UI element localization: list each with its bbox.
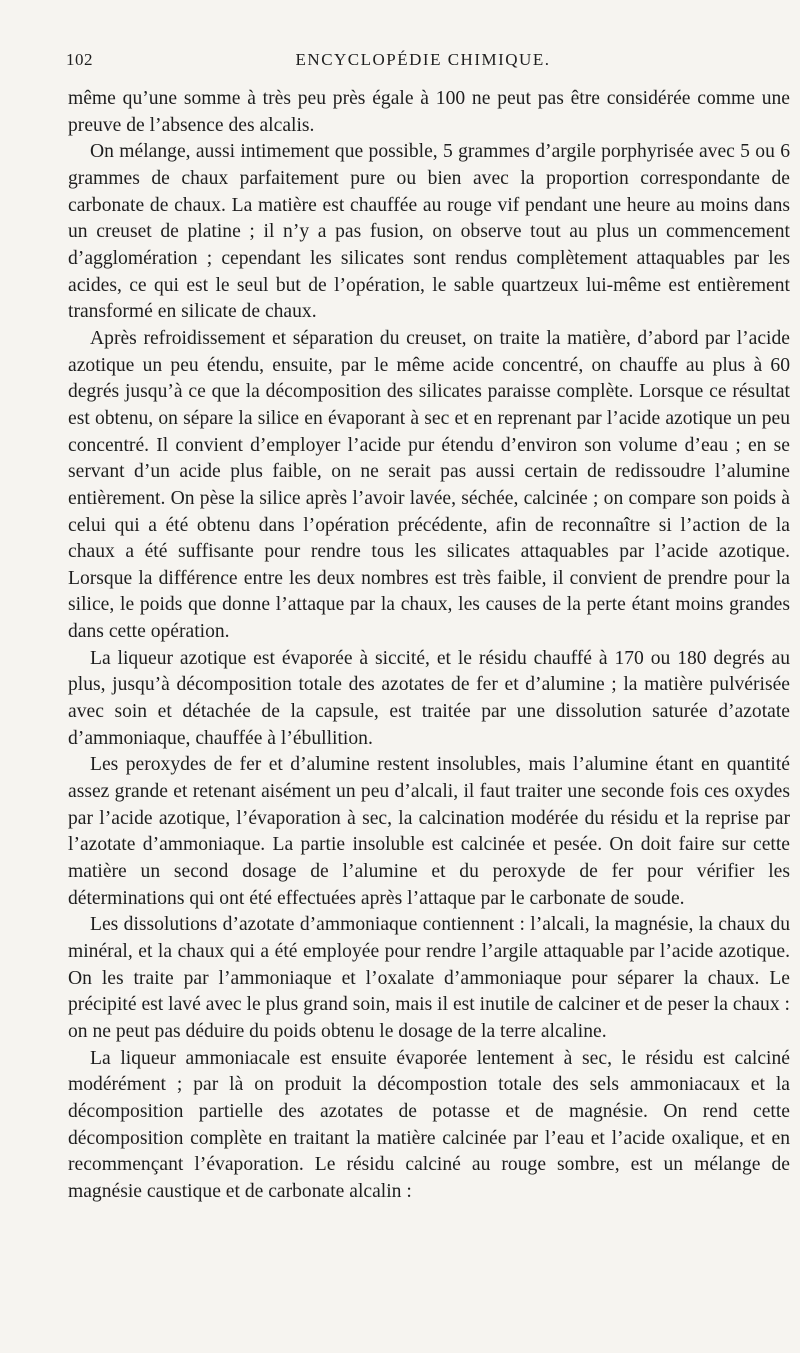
paragraph: On mélange, aussi intimement que possible, 5 grammes d’argile porphyrisée avec 5 ou 6 grammes de chaux parfaitement pure ou bien avec la proportion correspondante de carbonate de chaux. La matière est chauffée au rouge vif pendant une heure au moins dans un creuset de platine ; il n’y a pas fusion, on observe tout au plus un commencement d’agglomération ; cependant les silicates sont rendus complètement attaquables par les acides, ce qui est le seul but de l’opération, le sable quartzeux lui-même est entièrement transformé en silicate de chaux. [68, 141, 790, 323]
paragraph: Les dissolutions d’azotate d’ammoniaque contiennent : l’alcali, la magnésie, la chaux du minéral, et la chaux qui a été employée pour rendre l’argile attaquable par l’acide azotique. On les traite par l’ammoniaque et l’oxalate d’ammoniaque pour séparer la chaux. Le précipité est lavé avec le plus grand soin, mais il est inutile de calciner et de peser la chaux : on ne peut pas déduire du poids obtenu le dosage de la terre alcaline. [68, 914, 790, 1042]
paragraph: Les peroxydes de fer et d’alumine restent insolubles, mais l’alumine étant en quantité assez grande et retenant aisément un peu d’alcali, il faut traiter une seconde fois ces oxydes par l’acide azotique, l’évaporation à sec, la calcination modérée du résidu et la reprise par l’azotate d’ammoniaque. La partie insoluble est calcinée et pesée. On doit faire sur cette matière un second dosage de l’alumine et du peroxyde de fer pour vérifier les déterminations qui ont été effectuées après l’attaque par le carbonate de soude. [68, 754, 790, 909]
running-title: ENCYCLOPÉDIE CHIMIQUE. [295, 50, 551, 69]
paragraph: La liqueur azotique est évaporée à siccité, et le résidu chauffé à 170 ou 180 degrés au plus, jusqu’à décomposition totale des azotates de fer et d’alumine ; la matière pulvérisée avec soin et détachée de la capsule, est traitée par une dissolution saturée d’azotate d’ammoniaque, chauffée à l’ébullition. [68, 647, 790, 749]
paragraph-continuation: même qu’une somme à très peu près égale à 100 ne peut pas être considérée comme une preuve de l’absence des alcalis. [68, 88, 790, 136]
page-header [66, 50, 780, 74]
page-number: 102 [66, 50, 93, 69]
paragraph: La liqueur ammoniacale est ensuite évaporée lentement à sec, le résidu est calciné modérément ; par là on produit la décompostion totale des sels ammoniacaux et la décomposition partielle des azotates de potasse et de magnésie. On rend cette décomposition complète en traitant la matière calcinée par l’eau et l’acide oxalique, et en recommençant l’évaporation. Le résidu calciné au rouge sombre, est un mélange de magnésie caustique et de carbonate alcalin : [68, 1047, 790, 1202]
body-text [68, 86, 790, 1206]
paragraph: Après refroidissement et séparation du creuset, on traite la matière, d’abord par l’acide azotique un peu étendu, ensuite, par le même acide concentré, on chauffe au plus à 60 degrés jusqu’à ce que la décomposition des silicates paraisse complète. Lorsque ce résultat est obtenu, on sépare la silice en évaporant à sec et en reprenant par l’acide azotique un peu concentré. Il convient d’employer l’acide pur étendu d’environ son volume d’eau ; en se servant d’un acide plus faible, on ne serait pas aussi certain de redissoudre l’alumine entièrement. On pèse la silice après l’avoir lavée, séchée, calcinée ; on compare son poids à celui qui a été obtenu dans l’opération précédente, afin de reconnaître si l’action de la chaux a été suffisante pour rendre tous les silicates attaquables par l’acide azotique. Lorsque la différence entre les deux nombres est très faible, il convient de prendre pour la silice, le poids que donne l’attaque par la chaux, les causes de la perte étant moins grandes dans cette opération. [68, 327, 790, 643]
